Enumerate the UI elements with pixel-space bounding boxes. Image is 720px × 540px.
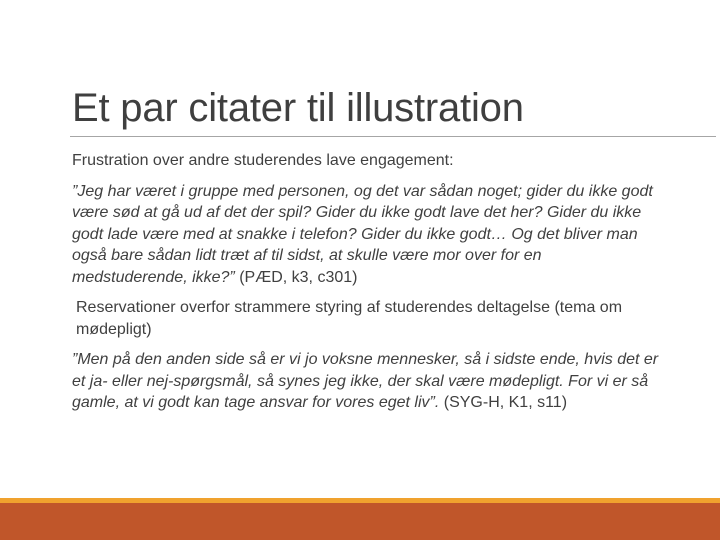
quote-reference-1: (PÆD, k3, c301) [234, 268, 358, 286]
quote-text-2: ”Men på den anden side så er vi jo voksne mennesker, så i sidste ende, hvis det er et ja- eller nej-spørgsmål, så synes jeg ikke, der skal være mødepligt. For vi er så gamle, at vi godt kan tage ansvar for vores eget liv”. [72, 351, 659, 411]
quote-paragraph-1 [72, 181, 660, 289]
title-divider [70, 136, 716, 137]
slide-body [72, 150, 660, 423]
slide-title: Et par citater til illustration [72, 86, 524, 130]
paragraph-intro-frustration: Frustration over andre studerendes lave engagement: [72, 152, 454, 169]
quote-paragraph-2 [72, 349, 660, 414]
footer-accent-bar [0, 503, 720, 540]
paragraph-intro-reservations: Reservationer overfor strammere styring af studerendes deltagelse (tema om mødepligt) [76, 299, 623, 338]
quote-reference-2: (SYG-H, K1, s11) [439, 394, 568, 411]
quote-text-1: ”Jeg har været i gruppe med personen, og det var sådan noget; gider du ikke godt være sød at gå ud af det der spil? Gider du ikke godt lave det her? Gider du ikke godt lade være med at snakke i telefon? Gider du ikke godt… Og det bliver man også bare sådan lidt træt af til sidst, at skulle være mor over for en medstuderende, ikke?” [72, 182, 653, 286]
